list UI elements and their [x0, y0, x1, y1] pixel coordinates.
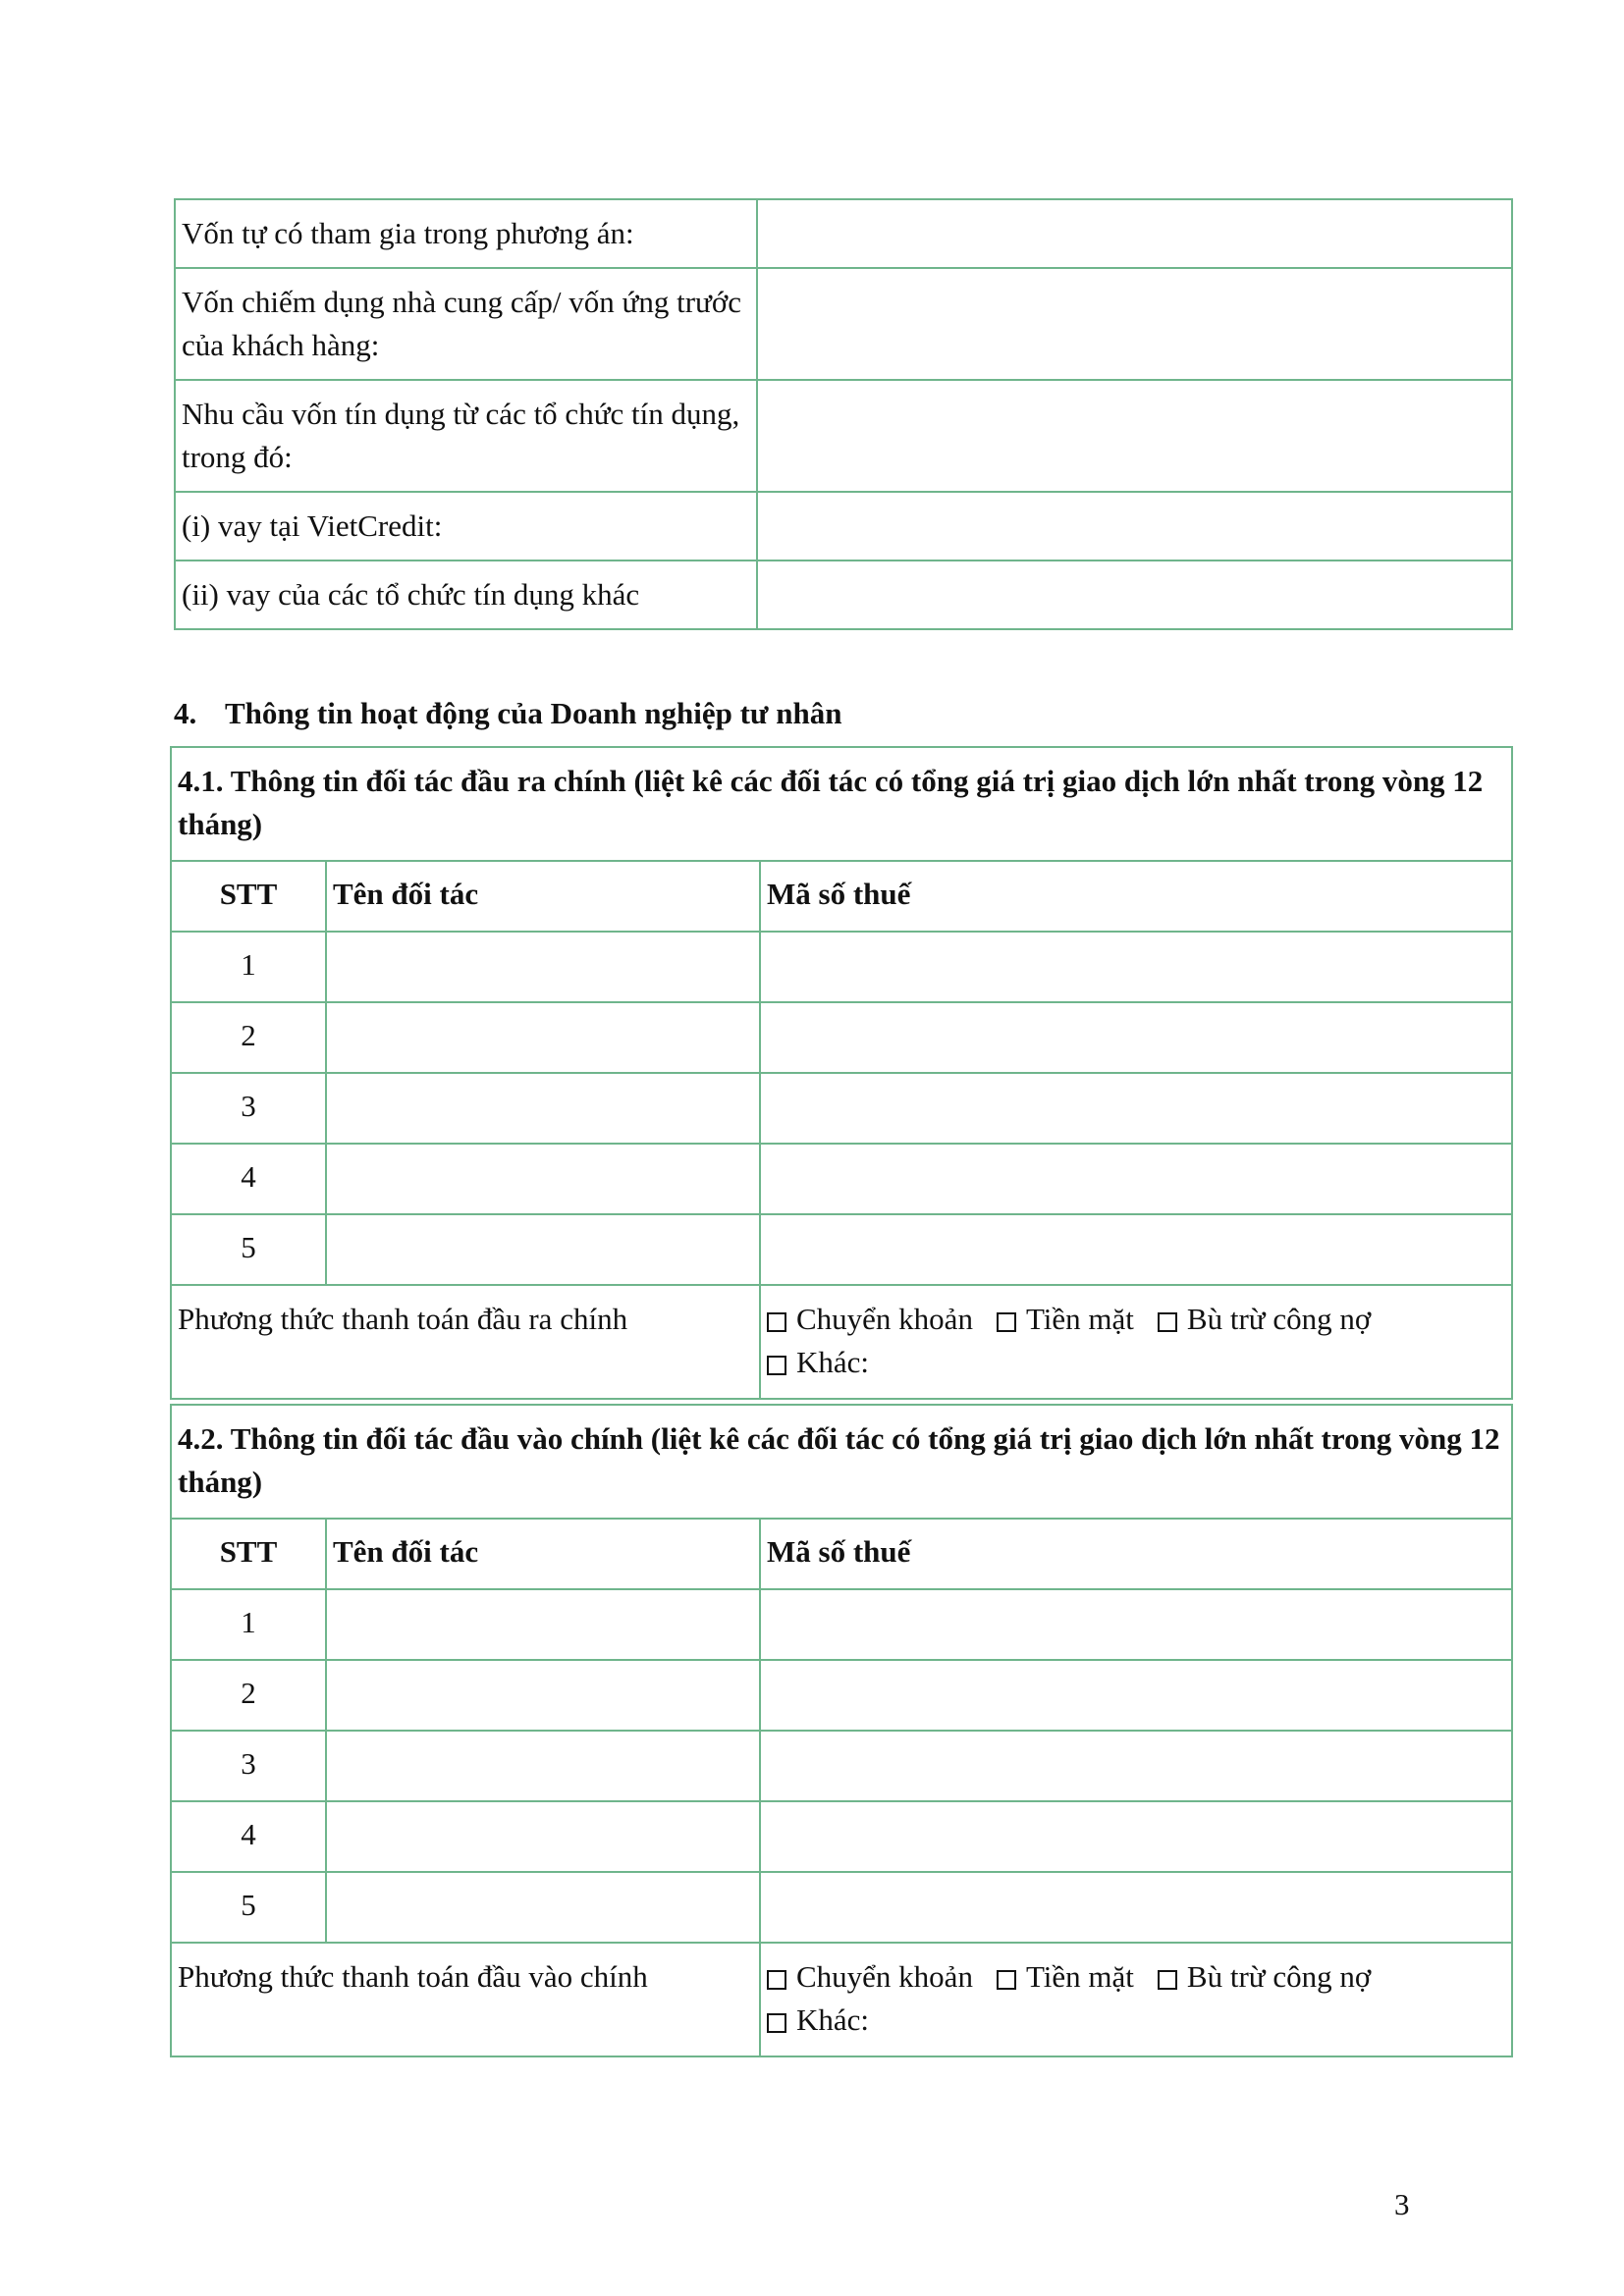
- funding-row: [175, 561, 1512, 629]
- payment-method-label: Phương thức thanh toán đầu ra chính: [171, 1285, 760, 1399]
- table-row: [171, 1872, 1512, 1943]
- checkbox-icon[interactable]: [767, 1970, 786, 1990]
- checkbox-icon[interactable]: [767, 2013, 786, 2033]
- option-other[interactable]: [767, 1341, 869, 1384]
- tax-code-cell[interactable]: [760, 1731, 1512, 1801]
- header-partner-name: Tên đối tác: [326, 1519, 760, 1589]
- subsection-title: 4.1. Thông tin đối tác đầu ra chính (liệt kê các đối tác có tổng giá trị giao dịch lớn nhất trong vòng 12 tháng): [171, 747, 1512, 861]
- tax-code-cell[interactable]: [760, 1801, 1512, 1872]
- row-number: 4: [171, 1801, 326, 1872]
- section-title: Thông tin hoạt động của Doanh nghiệp tư nhân: [225, 696, 842, 730]
- checkbox-icon[interactable]: [1158, 1970, 1177, 1990]
- option-offset[interactable]: [1158, 1955, 1371, 1999]
- header-stt: STT: [171, 1519, 326, 1589]
- table-row: [171, 1801, 1512, 1872]
- row-number: 2: [171, 1002, 326, 1073]
- funding-label: (i) vay tại VietCredit:: [175, 492, 757, 561]
- partner-name-cell[interactable]: [326, 1214, 760, 1285]
- option-transfer[interactable]: [767, 1955, 973, 1999]
- payment-method-row: [171, 1943, 1512, 2056]
- payment-options: [760, 1285, 1512, 1399]
- option-label: Tiền mặt: [1025, 1959, 1134, 1994]
- tax-code-cell[interactable]: [760, 932, 1512, 1002]
- payment-method-row: [171, 1285, 1512, 1399]
- row-number: 3: [171, 1731, 326, 1801]
- option-other[interactable]: [767, 1999, 869, 2042]
- option-cash[interactable]: [997, 1298, 1134, 1341]
- funding-value-cell[interactable]: [757, 561, 1512, 629]
- row-number: 1: [171, 932, 326, 1002]
- partner-name-cell[interactable]: [326, 1731, 760, 1801]
- output-partners-table: [170, 746, 1513, 1400]
- partner-name-cell[interactable]: [326, 1660, 760, 1731]
- subsection-title-row: [171, 747, 1512, 861]
- checkbox-icon[interactable]: [767, 1356, 786, 1375]
- checkbox-icon[interactable]: [997, 1970, 1016, 1990]
- checkbox-icon[interactable]: [1158, 1312, 1177, 1332]
- row-number: 5: [171, 1214, 326, 1285]
- partner-name-cell[interactable]: [326, 1801, 760, 1872]
- table-row: [171, 1144, 1512, 1214]
- option-label: Tiền mặt: [1025, 1302, 1134, 1336]
- table-row: [171, 1660, 1512, 1731]
- partner-name-cell[interactable]: [326, 1144, 760, 1214]
- table-row: [171, 1589, 1512, 1660]
- row-number: 5: [171, 1872, 326, 1943]
- funding-row: [175, 492, 1512, 561]
- funding-label: Vốn chiếm dụng nhà cung cấp/ vốn ứng trước của khách hàng:: [175, 268, 757, 380]
- option-label: Chuyển khoản: [796, 1959, 973, 1994]
- option-label: Khác:: [796, 1345, 870, 1379]
- funding-table: [174, 198, 1513, 630]
- subsection-title-row: [171, 1405, 1512, 1519]
- header-partner-name: Tên đối tác: [326, 861, 760, 932]
- tax-code-cell[interactable]: [760, 1872, 1512, 1943]
- tax-code-cell[interactable]: [760, 1073, 1512, 1144]
- tax-code-cell[interactable]: [760, 1144, 1512, 1214]
- partner-name-cell[interactable]: [326, 1872, 760, 1943]
- row-number: 2: [171, 1660, 326, 1731]
- payment-options: [760, 1943, 1512, 2056]
- funding-label: Vốn tự có tham gia trong phương án:: [175, 199, 757, 268]
- option-label: Chuyển khoản: [796, 1302, 973, 1336]
- row-number: 1: [171, 1589, 326, 1660]
- option-transfer[interactable]: [767, 1298, 973, 1341]
- partner-name-cell[interactable]: [326, 1589, 760, 1660]
- tax-code-cell[interactable]: [760, 1589, 1512, 1660]
- tax-code-cell[interactable]: [760, 1002, 1512, 1073]
- page-number: 3: [1394, 2187, 1410, 2221]
- header-tax-code: Mã số thuế: [760, 861, 1512, 932]
- checkbox-icon[interactable]: [767, 1312, 786, 1332]
- option-label: Bù trừ công nợ: [1186, 1302, 1372, 1336]
- table-row: [171, 1002, 1512, 1073]
- row-number: 4: [171, 1144, 326, 1214]
- partner-name-cell[interactable]: [326, 1073, 760, 1144]
- row-number: 3: [171, 1073, 326, 1144]
- header-stt: STT: [171, 861, 326, 932]
- funding-row: [175, 380, 1512, 492]
- option-offset[interactable]: [1158, 1298, 1371, 1341]
- funding-value-cell[interactable]: [757, 268, 1512, 380]
- table-header-row: [171, 861, 1512, 932]
- funding-value-cell[interactable]: [757, 380, 1512, 492]
- funding-label: Nhu cầu vốn tín dụng từ các tổ chức tín dụng, trong đó:: [175, 380, 757, 492]
- funding-value-cell[interactable]: [757, 492, 1512, 561]
- table-row: [171, 1214, 1512, 1285]
- table-row: [171, 1073, 1512, 1144]
- funding-row: [175, 268, 1512, 380]
- funding-label: (ii) vay của các tổ chức tín dụng khác: [175, 561, 757, 629]
- input-partners-table: [170, 1404, 1513, 2057]
- partner-name-cell[interactable]: [326, 1002, 760, 1073]
- table-header-row: [171, 1519, 1512, 1589]
- payment-method-label: Phương thức thanh toán đầu vào chính: [171, 1943, 760, 2056]
- partner-name-cell[interactable]: [326, 932, 760, 1002]
- subsection-title: 4.2. Thông tin đối tác đầu vào chính (liệt kê các đối tác có tổng giá trị giao dịch lớn nhất trong vòng 12 tháng): [171, 1405, 1512, 1519]
- funding-row: [175, 199, 1512, 268]
- section-heading: [174, 692, 842, 735]
- tax-code-cell[interactable]: [760, 1660, 1512, 1731]
- table-row: [171, 1731, 1512, 1801]
- option-label: Bù trừ công nợ: [1186, 1959, 1372, 1994]
- section-number: 4.: [174, 696, 197, 730]
- option-cash[interactable]: [997, 1955, 1134, 1999]
- header-tax-code: Mã số thuế: [760, 1519, 1512, 1589]
- funding-value-cell[interactable]: [757, 199, 1512, 268]
- checkbox-icon[interactable]: [997, 1312, 1016, 1332]
- option-label: Khác:: [796, 2002, 870, 2037]
- table-row: [171, 932, 1512, 1002]
- tax-code-cell[interactable]: [760, 1214, 1512, 1285]
